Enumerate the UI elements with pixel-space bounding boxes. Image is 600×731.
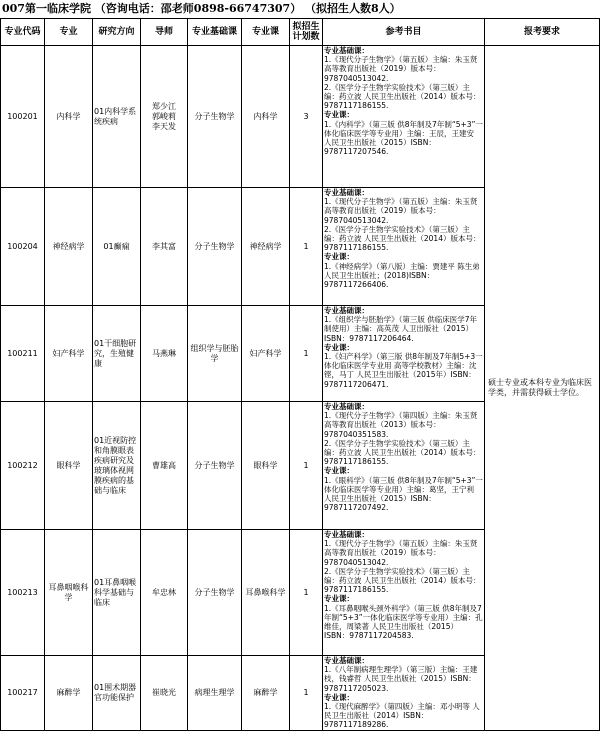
- ref-book-text: 1.《妇产科学》（第三版 供8年制及7年制5+3一体化临床医学专业用 高等学校教材）主编：沈铿，马丁 人民卫生出版社（2015年）ISBN：9787117206471.: [324, 352, 483, 389]
- advisor-name: 曹雄高: [152, 460, 176, 470]
- ref-line: [324, 604, 483, 641]
- ref-book-text: 2.《医学分子生物学实验技术》（第三版）主编：药立波 人民卫生出版社（2014）版本号：9787117186155.: [324, 82, 481, 111]
- ref-line: [324, 411, 483, 439]
- ref-book-text: 1.《现代分子生物学》（第五版）主编：朱玉贤 高等教育出版社（2019）版本号：9787040513042.: [324, 55, 478, 83]
- ref-line: [324, 656, 483, 665]
- ref-line: [324, 439, 483, 467]
- ref-line: [324, 402, 483, 411]
- ref-line: [324, 530, 483, 539]
- cell-basic-course-text: 分子生物学: [194, 460, 235, 470]
- cell-major-course-text: 眼科学: [253, 460, 278, 470]
- ref-section-label: 专业基础课：: [324, 402, 369, 411]
- ref-book-text: 1.《耳鼻咽喉头颈外科学》（第三版 供8年制及7年制“5+3”一体化临床医学等专业用）主编：孔维佳，周梁著 人民卫生出版社（2015）ISBN：9787117204583.: [324, 603, 483, 641]
- advisor-name: 郑少江: [152, 101, 176, 111]
- cell-advisor: [141, 46, 188, 188]
- ref-book-text: 1.《八年制病理生理学》（第三版）主编：王建枝，钱睿哲 人民卫生出版社（2015）ISBN：9787117205023.: [324, 665, 478, 693]
- cell-direction: [93, 46, 141, 188]
- cell-major-course-text: 妇产科学: [249, 348, 282, 358]
- cell-refs: [323, 306, 485, 402]
- cell-quota-text: 1: [303, 687, 309, 697]
- ref-book-text: 2.《医学分子生物学实验技术》（第三版）主编：药立波 人民卫生出版社（2014）版本号：9787117186155.: [324, 438, 481, 467]
- ref-section-label: 专业课：: [324, 252, 354, 262]
- cell-direction-text: 01干细胞研究，生殖健康: [94, 338, 137, 368]
- ref-line: [324, 46, 483, 55]
- cell-major-course-text: 内科学: [253, 111, 278, 121]
- cell-refs: [323, 656, 485, 731]
- cell-quota-text: 3: [303, 111, 309, 121]
- ref-book-text: 2.《医学分子生物学实验技术》（第三版）主编：药立波 人民卫生出版社（2014）版本号：9787117186155.: [324, 224, 481, 253]
- ref-section-label: 专业基础课：: [324, 306, 369, 315]
- ref-book-text: 1.《内科学》（第三版 供8年制及7年制“5+3”一体化临床医学等专业用）主编：王辰，王建安 人民卫生出版社（2015）ISBN：9787117207546.: [324, 119, 483, 157]
- cell-quota-text: 1: [303, 587, 309, 597]
- cell-code: [1, 188, 45, 306]
- header-major: 专业: [45, 19, 93, 46]
- header-requirement: 报考要求: [485, 19, 600, 46]
- cell-direction: [93, 530, 141, 656]
- header-row: [1, 19, 600, 46]
- ref-section-label: 专业课：: [324, 110, 354, 120]
- cell-quota-text: 1: [303, 348, 309, 358]
- cell-major-text: 耳鼻咽喉科学: [48, 582, 89, 602]
- advisor-name: 马燕琳: [152, 348, 176, 358]
- ref-line: [324, 120, 483, 157]
- cell-major-course: [242, 530, 290, 656]
- ref-line: [324, 110, 483, 119]
- ref-line: [324, 55, 483, 83]
- cell-basic-course: [188, 530, 242, 656]
- cell-refs: [323, 402, 485, 530]
- ref-line: [324, 306, 483, 315]
- cell-direction: [93, 656, 141, 731]
- cell-code-text: 100204: [7, 241, 38, 251]
- cell-basic-course: [188, 402, 242, 530]
- cell-refs: [323, 188, 485, 306]
- cell-code: [1, 306, 45, 402]
- header-direction: 研究方向: [93, 19, 141, 46]
- ref-section-label: 专业基础课：: [324, 46, 369, 55]
- cell-code: [1, 530, 45, 656]
- ref-line: [324, 665, 483, 693]
- cell-basic-course-text: 分子生物学: [194, 111, 235, 121]
- cell-major-course: [242, 188, 290, 306]
- ref-line: [324, 702, 483, 730]
- ref-book-text: 1.《现代分子生物学》（第五版）主编：朱玉贤 高等教育出版社（2019）版本号：9787040513042.: [324, 539, 478, 567]
- cell-major: [45, 188, 93, 306]
- ref-line: [324, 252, 483, 261]
- cell-major-course-text: 神经病学: [249, 241, 282, 251]
- cell-code-text: 100211: [7, 348, 38, 358]
- advisor-name: 牟忠林: [152, 587, 176, 597]
- cell-requirement: [485, 46, 600, 731]
- admissions-table: [0, 18, 600, 731]
- cell-advisor: [141, 402, 188, 530]
- cell-quota-text: 1: [303, 460, 309, 470]
- cell-major-text: 眼科学: [56, 460, 81, 470]
- cell-code: [1, 656, 45, 731]
- ref-book-text: 2.《医学分子生物学实验技术》（第三版）主编：药立波 人民卫生出版社（2014）版本号：9787117186155.: [324, 566, 481, 595]
- cell-major: [45, 46, 93, 188]
- ref-section-label: 专业基础课：: [324, 188, 369, 197]
- cell-major-course: [242, 656, 290, 731]
- page-title: 007第一临床学院 （咨询电话：邵老师0898-66747307） （拟招生人数8人）: [2, 2, 401, 15]
- cell-basic-course: [188, 306, 242, 402]
- cell-major: [45, 656, 93, 731]
- cell-quota-text: 1: [303, 241, 309, 251]
- cell-code-text: 100217: [7, 687, 38, 697]
- cell-major-course: [242, 46, 290, 188]
- cell-direction-text: 01近视防控和角膜眼表疾病研究及玻璃体视网膜疾病的基础与临床: [94, 435, 137, 495]
- cell-advisor: [141, 656, 188, 731]
- cell-quota: [290, 402, 323, 530]
- ref-line: [324, 693, 483, 702]
- ref-line: [324, 466, 483, 475]
- cell-direction: [93, 402, 141, 530]
- header-refs: 参考书目: [323, 19, 485, 46]
- header-advisor: 导师: [141, 19, 188, 46]
- header-quota: 拟招生计划数: [290, 19, 323, 46]
- cell-direction-text: 01围术期器官功能保护: [94, 682, 137, 702]
- cell-basic-course: [188, 656, 242, 731]
- ref-section-label: 专业基础课：: [324, 656, 369, 665]
- ref-line: [324, 262, 483, 290]
- ref-book-text: 1.《眼科学》（第三版 供8年制及7年制“5+3”一体化临床医学等专业用）主编：葛坚，王宁利 人民卫生出版社（2015）ISBN：9787117207492.: [324, 475, 483, 513]
- cell-basic-course-text: 分子生物学: [194, 241, 235, 251]
- cell-advisor: [141, 188, 188, 306]
- cell-code: [1, 46, 45, 188]
- ref-book-text: 1.《组织学与胚胎学》（第三版 供临床医学7年制使用）主编：高英茂 人卫出版社（2015）ISBN：9787117206464.: [324, 315, 478, 343]
- cell-quota: [290, 306, 323, 402]
- cell-major: [45, 306, 93, 402]
- ref-section-label: 专业课：: [324, 594, 354, 604]
- cell-code-text: 100201: [7, 111, 38, 121]
- ref-line: [324, 352, 483, 389]
- cell-direction: [93, 188, 141, 306]
- ref-section-label: 专业课：: [324, 466, 354, 476]
- ref-line: [324, 83, 483, 111]
- ref-book-text: 1.《神经病学》（第八版）主编：贾建平 陈生弟 人民卫生出版社；(2018)ISBN：9787117266406.: [324, 261, 480, 290]
- ref-book-text: 1.《现代麻醉学》（第四版）主编：邓小明等 人民卫生出版社（2014）ISBN：9787117189286.: [324, 702, 480, 730]
- cell-refs: [323, 530, 485, 656]
- cell-basic-course: [188, 46, 242, 188]
- cell-advisor: [141, 530, 188, 656]
- cell-quota: [290, 656, 323, 731]
- ref-book-text: 1.《现代分子生物学》（第四版）主编：朱玉贤 高等教育出版社（2013）版本号：9787040351583.: [324, 411, 478, 439]
- ref-line: [324, 197, 483, 225]
- cell-major-text: 妇产科学: [52, 348, 85, 358]
- cell-refs: [323, 46, 485, 188]
- cell-major-text: 神经病学: [52, 241, 85, 251]
- cell-code-text: 100212: [7, 460, 38, 470]
- cell-major: [45, 530, 93, 656]
- cell-direction-text: 01癫痫: [103, 241, 130, 251]
- ref-section-label: 专业课：: [324, 342, 354, 352]
- cell-direction-text: 01内科学系统疾病: [94, 106, 137, 126]
- cell-major-course-text: 麻醉学: [253, 687, 278, 697]
- cell-direction-text: 01耳鼻咽喉科学基础与临床: [94, 577, 137, 607]
- cell-major: [45, 402, 93, 530]
- cell-code: [1, 402, 45, 530]
- cell-basic-course-text: 病理生理学: [194, 687, 235, 697]
- ref-section-label: 专业课：: [324, 692, 354, 702]
- cell-major-text: 麻醉学: [56, 687, 81, 697]
- ref-line: [324, 476, 483, 513]
- advisor-name: 李其富: [152, 241, 176, 251]
- ref-line: [324, 315, 483, 343]
- ref-line: [324, 225, 483, 253]
- header-code: 专业代码: [1, 19, 45, 46]
- cell-quota: [290, 530, 323, 656]
- ref-line: [324, 539, 483, 567]
- cell-code-text: 100213: [7, 587, 38, 597]
- header-basic-course: 专业基础课: [188, 19, 242, 46]
- header-major-course: 专业课: [242, 19, 290, 46]
- advisor-name: 崔晓光: [152, 687, 176, 697]
- cell-basic-course: [188, 188, 242, 306]
- cell-major-course: [242, 402, 290, 530]
- cell-major-course: [242, 306, 290, 402]
- ref-line: [324, 567, 483, 595]
- cell-basic-course-text: 分子生物学: [194, 587, 235, 597]
- requirement-text: 硕士专业或本科专业为临床医学类，并需获得硕士学位。: [488, 377, 592, 397]
- cell-basic-course-text: 组织学与胚胎学: [190, 343, 239, 363]
- cell-major-text: 内科学: [56, 111, 81, 121]
- ref-line: [324, 188, 483, 197]
- ref-section-label: 专业基础课：: [324, 530, 369, 539]
- advisor-name: 郭峻莉: [152, 111, 176, 121]
- ref-line: [324, 594, 483, 603]
- cell-advisor: [141, 306, 188, 402]
- table-row: [1, 46, 600, 188]
- cell-quota: [290, 188, 323, 306]
- advisor-name: 李天发: [152, 121, 176, 131]
- ref-line: [324, 343, 483, 352]
- ref-book-text: 1.《现代分子生物学》（第五版）主编：朱玉贤 高等教育出版社（2019）版本号：9787040513042.: [324, 197, 478, 225]
- cell-major-course-text: 耳鼻喉科学: [245, 587, 286, 597]
- cell-quota: [290, 46, 323, 188]
- table-body: [1, 46, 600, 731]
- cell-direction: [93, 306, 141, 402]
